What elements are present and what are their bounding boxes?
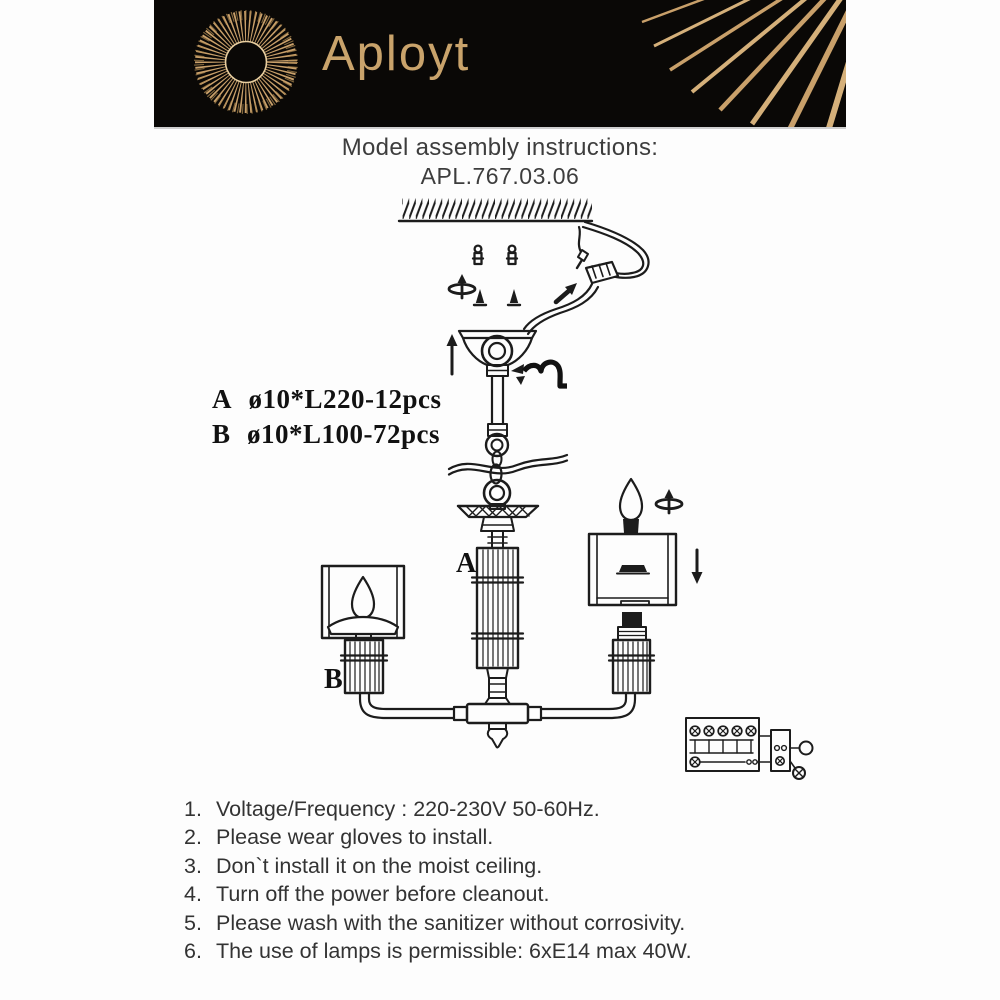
rotate-icon bbox=[656, 489, 682, 513]
item-text: Please wash with the sanitizer without corrosivity. bbox=[216, 910, 686, 935]
part-spec-text: ø10*L220-12pcs bbox=[248, 384, 442, 414]
terminal-block bbox=[686, 718, 813, 779]
page-title: Model assembly instructions: bbox=[341, 134, 659, 161]
right-arm-assembly bbox=[589, 479, 676, 693]
item-text: Voltage/Frequency : 220-230V 50-60Hz. bbox=[216, 797, 600, 821]
brand-name: Aployt bbox=[322, 27, 471, 81]
part-letter: B bbox=[212, 419, 231, 449]
parts-spec-list bbox=[212, 382, 442, 452]
part-spec-a bbox=[212, 382, 442, 417]
item-number: 1. bbox=[184, 797, 202, 821]
hub-and-arms bbox=[360, 693, 635, 748]
wall-anchor-icons bbox=[473, 246, 517, 264]
item-number: 5. bbox=[184, 910, 202, 935]
instruction-item bbox=[184, 823, 864, 851]
up-arrow-icon bbox=[447, 334, 458, 374]
mains-cable bbox=[524, 222, 649, 334]
instruction-item bbox=[184, 852, 864, 880]
part-letter: A bbox=[212, 384, 232, 414]
instruction-item bbox=[184, 909, 864, 937]
item-number: 4. bbox=[184, 882, 202, 907]
column-label: A bbox=[456, 548, 477, 579]
canopy-and-chain bbox=[449, 331, 567, 509]
instructions-list bbox=[184, 795, 864, 965]
part-spec-text: ø10*L100-72pcs bbox=[247, 419, 441, 449]
central-column bbox=[472, 548, 523, 704]
model-number: APL.767.03.06 bbox=[420, 163, 580, 189]
down-arrow-icon bbox=[692, 550, 703, 584]
install-arrow-icon bbox=[556, 283, 577, 302]
item-text: The use of lamps is permissible: 6xE14 max 40W. bbox=[216, 939, 692, 964]
part-spec-b bbox=[212, 417, 442, 452]
instruction-item bbox=[184, 880, 864, 908]
instruction-item bbox=[184, 795, 864, 823]
item-text: Turn off the power before cleanout. bbox=[216, 882, 550, 907]
item-text: Please wear gloves to install. bbox=[216, 825, 494, 850]
spider-plate bbox=[458, 506, 538, 548]
item-number: 2. bbox=[184, 825, 202, 850]
screw-icons bbox=[474, 289, 520, 305]
item-number: 6. bbox=[184, 939, 202, 964]
item-text: Don`t install it on the moist ceiling. bbox=[216, 853, 543, 878]
wrench-icon bbox=[511, 362, 567, 386]
instruction-item bbox=[184, 937, 864, 965]
ceiling-hatch bbox=[399, 198, 592, 221]
item-number: 3. bbox=[184, 853, 202, 878]
arm-label: B bbox=[324, 664, 343, 695]
rotate-icon bbox=[449, 274, 475, 298]
